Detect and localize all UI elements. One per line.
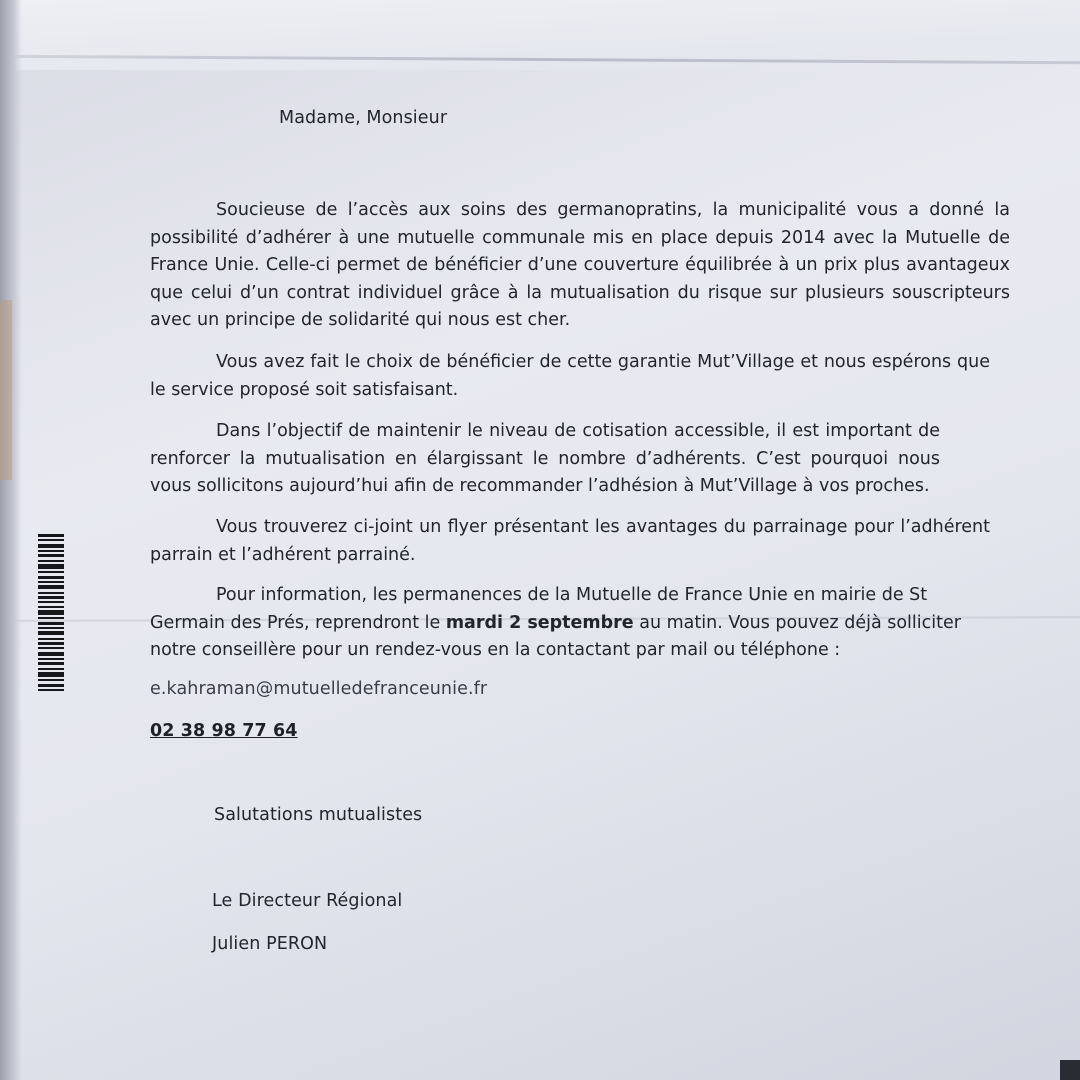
signatory-name: Julien PERON [212, 934, 328, 954]
paragraph-5-end: au matin. Vous pouvez déjà solliciter notre conseillère pour un rendez-vous en la contactant par mail ou téléphone : [150, 612, 961, 660]
paragraph-1: Soucieuse de l’accès aux soins des germanopratins, la municipalité vous a donné la possibilité d’adhérer à une mutuelle communale mis en place depuis 2014 avec la Mutuelle de France Unie. Celle-ci permet de bénéficier d’une couverture équilibrée à un prix plus avantageux que celui d’un contrat individuel grâce à la mutualisation du risque sur plusieurs souscripteurs avec un principe de solidarité qui nous est cher. [150, 200, 1010, 330]
paragraph-2: Vous avez fait le choix de bénéficier de cette garantie Mut’Village et nous espérons que le service proposé soit satisfaisant. [150, 352, 990, 400]
paragraph-4: Vous trouverez ci-joint un flyer présentant les avantages du parrainage pour l’adhérent parrain et l’adhérent parrainé. [150, 517, 990, 565]
contact-phone[interactable]: 02 38 98 77 64 [150, 721, 298, 741]
paragraph-5 [150, 582, 970, 665]
contact-email[interactable]: e.kahraman@mutuelledefranceunie.fr [150, 679, 488, 699]
paragraph-3: Dans l’objectif de maintenir le niveau de cotisation accessible, il est important de renforcer la mutualisation en élargissant le nombre d’adhérents. C’est pourquoi nous vous sollicitons aujourd’hui afin de recommander l’adhésion à Mut’Village à vos proches. [150, 421, 940, 496]
paragraph-5-start: Pour information, les permanences de la Mutuelle de France Unie en mairie de St Germain des Prés, reprendront le [150, 585, 928, 633]
salutation: Madame, Monsieur [279, 108, 448, 128]
closing: Salutations mutualistes [214, 805, 423, 825]
signatory-title: Le Directeur Régional [212, 891, 403, 911]
reopening-date: mardi 2 septembre [445, 612, 634, 633]
